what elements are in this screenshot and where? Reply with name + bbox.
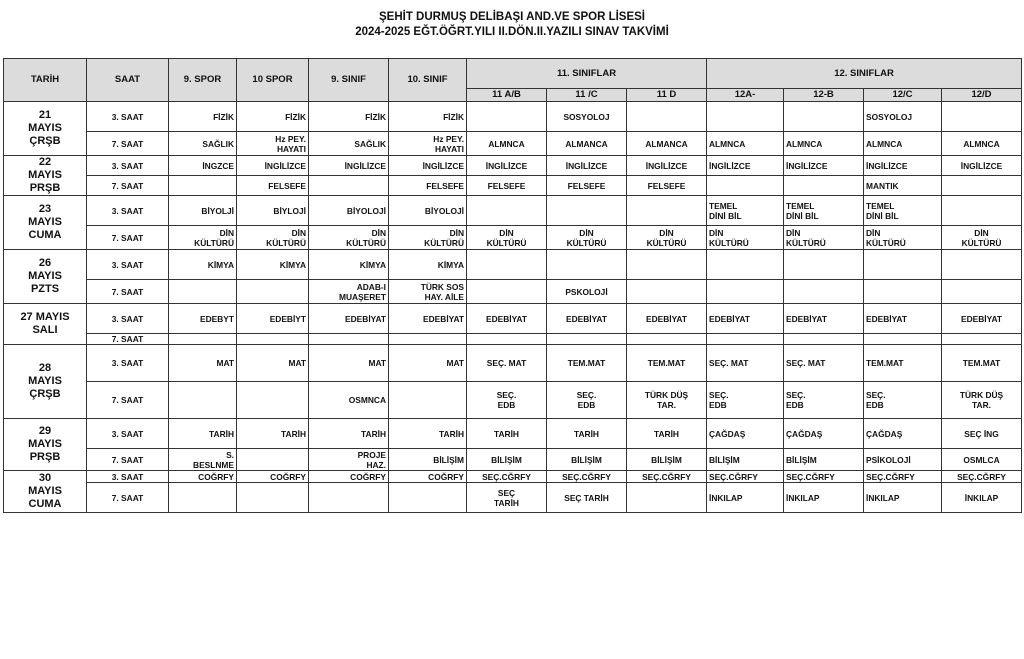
exam-cell: DİN KÜLTÜRÜ bbox=[237, 226, 309, 250]
schedule-row bbox=[4, 304, 1022, 334]
exam-cell: ÇAĞDAŞ bbox=[707, 419, 784, 449]
exam-cell bbox=[169, 176, 237, 196]
exam-cell: TEMEL DİNİ BİL bbox=[707, 196, 784, 226]
exam-cell: SEÇ. EDB bbox=[547, 382, 627, 419]
exam-cell: SAĞLIK bbox=[309, 132, 389, 156]
exam-cell: ALMANCA bbox=[547, 132, 627, 156]
exam-cell bbox=[309, 176, 389, 196]
exam-cell: EDEBİYAT bbox=[707, 304, 784, 334]
exam-cell bbox=[627, 334, 707, 345]
exam-cell bbox=[627, 483, 707, 513]
exam-cell bbox=[237, 334, 309, 345]
exam-cell: PROJE HAZ. bbox=[309, 449, 389, 471]
exam-cell: İNGİLİZCE bbox=[707, 156, 784, 176]
date-part: MAYIS bbox=[28, 270, 62, 282]
period-cell: 3. SAAT bbox=[87, 250, 169, 280]
exam-cell: İNGİLİZCE bbox=[627, 156, 707, 176]
exam-cell: BİLİŞİM bbox=[547, 449, 627, 471]
exam-cell bbox=[942, 176, 1022, 196]
exam-cell bbox=[547, 250, 627, 280]
schedule-row bbox=[4, 449, 1022, 471]
header-12a: 12A- bbox=[707, 89, 784, 102]
exam-cell: SEÇ.CĞRFY bbox=[547, 471, 627, 483]
exam-cell bbox=[942, 102, 1022, 132]
exam-cell: DİN KÜLTÜRÜ bbox=[627, 226, 707, 250]
exam-cell: KİMYA bbox=[169, 250, 237, 280]
exam-cell: MAT bbox=[389, 345, 467, 382]
period-cell: 3. SAAT bbox=[87, 304, 169, 334]
exam-cell: MAT bbox=[169, 345, 237, 382]
period-cell: 7. SAAT bbox=[87, 483, 169, 513]
exam-cell: TEM.MAT bbox=[864, 345, 942, 382]
exam-cell: TARİH bbox=[627, 419, 707, 449]
exam-cell bbox=[389, 483, 467, 513]
exam-cell: FİZİK bbox=[169, 102, 237, 132]
exam-cell: BİYOLOJİ bbox=[309, 196, 389, 226]
exam-cell bbox=[467, 250, 547, 280]
exam-cell bbox=[784, 176, 864, 196]
exam-cell: BİLİŞİM bbox=[467, 449, 547, 471]
exam-cell: SEÇ. MAT bbox=[467, 345, 547, 382]
exam-cell: PSİKOLOJİ bbox=[864, 449, 942, 471]
exam-cell: DİN KÜLTÜRÜ bbox=[309, 226, 389, 250]
date-part: SALI bbox=[32, 324, 58, 336]
exam-cell: EDEBİYAT bbox=[627, 304, 707, 334]
header-12c: 12/C bbox=[864, 89, 942, 102]
exam-cell: SEÇ. EDB bbox=[784, 382, 864, 419]
exam-cell: FELSEFE bbox=[467, 176, 547, 196]
exam-cell: BİLİŞİM bbox=[627, 449, 707, 471]
exam-cell bbox=[389, 382, 467, 419]
exam-cell: TÜRK SOS HAY. AİLE bbox=[389, 280, 467, 304]
exam-cell: SEÇ İNG bbox=[942, 419, 1022, 449]
date-cell bbox=[4, 471, 87, 513]
exam-cell: PSKOLOJİ bbox=[547, 280, 627, 304]
exam-cell: TEM.MAT bbox=[547, 345, 627, 382]
exam-cell bbox=[864, 334, 942, 345]
exam-cell: İNGİLİZCE bbox=[309, 156, 389, 176]
date-part: 30 bbox=[38, 472, 52, 484]
date-part: MAYIS bbox=[28, 216, 62, 228]
exam-cell: BİYOLJİ bbox=[169, 196, 237, 226]
schedule-row bbox=[4, 471, 1022, 483]
date-part: PZTS bbox=[30, 283, 60, 295]
date-part: 26 bbox=[38, 257, 52, 269]
exam-cell: DİN KÜLTÜRÜ bbox=[389, 226, 467, 250]
exam-cell: TEM.MAT bbox=[627, 345, 707, 382]
exam-cell bbox=[784, 102, 864, 132]
exam-cell bbox=[707, 250, 784, 280]
exam-cell: DİN KÜLTÜRÜ bbox=[942, 226, 1022, 250]
exam-cell: İNKILAP bbox=[942, 483, 1022, 513]
exam-cell bbox=[237, 449, 309, 471]
date-part: CUMA bbox=[28, 498, 62, 510]
exam-cell bbox=[389, 334, 467, 345]
exam-cell: TEMEL DİNİ BİL bbox=[784, 196, 864, 226]
exam-cell: Hz PEY. HAYATI bbox=[237, 132, 309, 156]
exam-cell: İNKILAP bbox=[784, 483, 864, 513]
exam-cell: SEÇ.CĞRFY bbox=[864, 471, 942, 483]
schedule-row bbox=[4, 102, 1022, 132]
exam-cell: İNGİLİZCE bbox=[389, 156, 467, 176]
exam-cell: TARİH bbox=[309, 419, 389, 449]
exam-cell: İNGİLİZCE bbox=[237, 156, 309, 176]
exam-cell: İNGİLİZCE bbox=[467, 156, 547, 176]
exam-cell: ALMANCA bbox=[627, 132, 707, 156]
exam-cell: EDEBİYAT bbox=[467, 304, 547, 334]
exam-cell: MANTIK bbox=[864, 176, 942, 196]
exam-cell: İNKILAP bbox=[707, 483, 784, 513]
exam-cell: TÜRK DÜŞ TAR. bbox=[627, 382, 707, 419]
header-tarih: TARİH bbox=[4, 59, 87, 102]
exam-cell: BİLİŞİM bbox=[389, 449, 467, 471]
period-cell: 3. SAAT bbox=[87, 102, 169, 132]
exam-calendar-title: 2024-2025 EĞT.ÖĞRT.YILI II.DÖN.II.YAZILI SINAV TAKVİMİ bbox=[355, 26, 669, 38]
date-part: 22 bbox=[38, 156, 52, 168]
exam-cell bbox=[627, 250, 707, 280]
date-part: PRŞB bbox=[29, 182, 61, 194]
date-cell bbox=[4, 156, 87, 196]
exam-cell: FİZİK bbox=[237, 102, 309, 132]
exam-cell: TARİH bbox=[169, 419, 237, 449]
header-11c: 11 /C bbox=[547, 89, 627, 102]
exam-cell bbox=[707, 280, 784, 304]
exam-cell bbox=[627, 196, 707, 226]
schedule-row bbox=[4, 196, 1022, 226]
exam-cell: ÇAĞDAŞ bbox=[864, 419, 942, 449]
exam-cell bbox=[942, 196, 1022, 226]
exam-cell bbox=[169, 280, 237, 304]
exam-cell: EDEBİYT bbox=[237, 304, 309, 334]
exam-cell: SEÇ. MAT bbox=[784, 345, 864, 382]
schedule-row bbox=[4, 156, 1022, 176]
exam-cell: FELSEFE bbox=[627, 176, 707, 196]
exam-cell: SEÇ. EDB bbox=[467, 382, 547, 419]
date-part: MAYIS bbox=[28, 169, 62, 181]
period-cell: 3. SAAT bbox=[87, 419, 169, 449]
exam-cell bbox=[707, 176, 784, 196]
date-part: 27 MAYIS bbox=[20, 311, 70, 323]
schedule-row bbox=[4, 345, 1022, 382]
date-cell bbox=[4, 250, 87, 304]
schedule-row bbox=[4, 280, 1022, 304]
exam-cell bbox=[942, 334, 1022, 345]
date-part: 28 bbox=[38, 362, 52, 374]
date-part: 21 bbox=[38, 109, 52, 121]
date-part: PRŞB bbox=[29, 451, 61, 463]
exam-cell: Hz PEY. HAYATI bbox=[389, 132, 467, 156]
document-title bbox=[0, 0, 1024, 38]
exam-cell: OSMLCA bbox=[942, 449, 1022, 471]
period-cell: 7. SAAT bbox=[87, 280, 169, 304]
exam-cell: SEÇ. EDB bbox=[864, 382, 942, 419]
exam-cell: ADAB-I MUAŞERET bbox=[309, 280, 389, 304]
exam-cell: COĞRFY bbox=[389, 471, 467, 483]
exam-cell: ALMNCA bbox=[864, 132, 942, 156]
exam-cell: İNGİLİZCE bbox=[784, 156, 864, 176]
header-12b: 12-B bbox=[784, 89, 864, 102]
exam-cell: EDEBİYAT bbox=[547, 304, 627, 334]
schedule-row bbox=[4, 226, 1022, 250]
period-cell: 7. SAAT bbox=[87, 226, 169, 250]
date-cell bbox=[4, 196, 87, 250]
exam-cell: KİMYA bbox=[389, 250, 467, 280]
header-10-spor: 10 SPOR bbox=[237, 59, 309, 102]
exam-cell bbox=[942, 250, 1022, 280]
exam-cell: FİZİK bbox=[309, 102, 389, 132]
header-11-siniflar: 11. SINIFLAR bbox=[467, 59, 707, 89]
exam-cell bbox=[309, 483, 389, 513]
exam-cell: MAT bbox=[309, 345, 389, 382]
date-part: CUMA bbox=[28, 229, 62, 241]
header-9-spor: 9. SPOR bbox=[169, 59, 237, 102]
exam-cell: TARİH bbox=[467, 419, 547, 449]
exam-cell: SEÇ. MAT bbox=[707, 345, 784, 382]
header-12-siniflar: 12. SINIFLAR bbox=[707, 59, 1022, 89]
exam-cell bbox=[309, 334, 389, 345]
date-part: MAYIS bbox=[28, 438, 62, 450]
exam-cell bbox=[864, 250, 942, 280]
period-cell: 3. SAAT bbox=[87, 156, 169, 176]
schedule-body bbox=[4, 102, 1022, 513]
schedule-row bbox=[4, 334, 1022, 345]
date-part: 23 bbox=[38, 203, 52, 215]
exam-cell: ÇAĞDAŞ bbox=[784, 419, 864, 449]
exam-cell: TEMEL DİNİ BİL bbox=[864, 196, 942, 226]
exam-cell: BİYOLOJİ bbox=[389, 196, 467, 226]
exam-cell bbox=[547, 334, 627, 345]
exam-cell: EDEBİYAT bbox=[864, 304, 942, 334]
exam-cell bbox=[784, 250, 864, 280]
date-part: MAYIS bbox=[28, 122, 62, 134]
exam-cell bbox=[169, 382, 237, 419]
exam-cell: TARİH bbox=[389, 419, 467, 449]
exam-cell: DİN KÜLTÜRÜ bbox=[547, 226, 627, 250]
date-part: ÇRŞB bbox=[29, 135, 61, 147]
exam-cell: SEÇ TARİH bbox=[547, 483, 627, 513]
exam-cell: BİYLOJİ bbox=[237, 196, 309, 226]
date-part: ÇRŞB bbox=[29, 388, 61, 400]
exam-cell bbox=[467, 196, 547, 226]
header-12d: 12/D bbox=[942, 89, 1022, 102]
exam-cell: ALMNCA bbox=[784, 132, 864, 156]
exam-cell bbox=[707, 102, 784, 132]
exam-cell: TARİH bbox=[547, 419, 627, 449]
schedule-row bbox=[4, 250, 1022, 280]
exam-cell: MAT bbox=[237, 345, 309, 382]
exam-cell: ALMNCA bbox=[707, 132, 784, 156]
exam-cell: OSMNCA bbox=[309, 382, 389, 419]
schedule-row bbox=[4, 483, 1022, 513]
exam-cell: EDEBİYAT bbox=[942, 304, 1022, 334]
exam-cell: EDEBİYAT bbox=[309, 304, 389, 334]
period-cell: 7. SAAT bbox=[87, 334, 169, 345]
exam-cell: S. BESLNME bbox=[169, 449, 237, 471]
exam-cell: SEÇ.CĞRFY bbox=[467, 471, 547, 483]
schedule-row bbox=[4, 419, 1022, 449]
exam-cell: DİN KÜLTÜRÜ bbox=[467, 226, 547, 250]
date-part: 29 bbox=[38, 425, 52, 437]
schedule-row bbox=[4, 176, 1022, 196]
exam-cell bbox=[547, 196, 627, 226]
exam-cell bbox=[627, 280, 707, 304]
exam-cell: FELSEFE bbox=[389, 176, 467, 196]
header-11ab: 11 A/B bbox=[467, 89, 547, 102]
exam-cell: EDEBİYAT bbox=[784, 304, 864, 334]
exam-cell bbox=[169, 483, 237, 513]
exam-cell bbox=[864, 280, 942, 304]
exam-cell bbox=[707, 334, 784, 345]
schedule-row bbox=[4, 132, 1022, 156]
exam-cell: SOSYOLOJ bbox=[864, 102, 942, 132]
schedule-row bbox=[4, 382, 1022, 419]
exam-cell: SEÇ.CĞRFY bbox=[784, 471, 864, 483]
exam-cell: EDEBİYAT bbox=[389, 304, 467, 334]
exam-cell: KİMYA bbox=[237, 250, 309, 280]
exam-cell: COĞRFY bbox=[169, 471, 237, 483]
exam-cell bbox=[467, 334, 547, 345]
date-cell bbox=[4, 345, 87, 419]
exam-cell: ALMNCA bbox=[467, 132, 547, 156]
exam-cell: SEÇ. EDB bbox=[707, 382, 784, 419]
exam-cell: DİN KÜLTÜRÜ bbox=[864, 226, 942, 250]
exam-cell: TARİH bbox=[237, 419, 309, 449]
exam-cell: TEM.MAT bbox=[942, 345, 1022, 382]
period-cell: 7. SAAT bbox=[87, 449, 169, 471]
exam-cell: SEÇ.CĞRFY bbox=[707, 471, 784, 483]
exam-cell bbox=[784, 334, 864, 345]
exam-cell: EDEBYT bbox=[169, 304, 237, 334]
exam-cell bbox=[942, 280, 1022, 304]
exam-cell: SOSYOLOJ bbox=[547, 102, 627, 132]
exam-cell bbox=[237, 483, 309, 513]
exam-cell: BİLİŞİM bbox=[707, 449, 784, 471]
period-cell: 3. SAAT bbox=[87, 196, 169, 226]
period-cell: 7. SAAT bbox=[87, 176, 169, 196]
date-cell bbox=[4, 304, 87, 345]
exam-cell: KİMYA bbox=[309, 250, 389, 280]
date-cell bbox=[4, 419, 87, 471]
exam-cell bbox=[627, 102, 707, 132]
exam-cell: İNKILAP bbox=[864, 483, 942, 513]
date-cell bbox=[4, 102, 87, 156]
header-9-sinif: 9. SINIF bbox=[309, 59, 389, 102]
date-part: MAYIS bbox=[28, 375, 62, 387]
period-cell: 3. SAAT bbox=[87, 345, 169, 382]
exam-cell: TÜRK DÜŞ TAR. bbox=[942, 382, 1022, 419]
exam-cell bbox=[784, 280, 864, 304]
exam-cell: FİZİK bbox=[389, 102, 467, 132]
exam-cell: DİN KÜLTÜRÜ bbox=[707, 226, 784, 250]
period-cell: 7. SAAT bbox=[87, 382, 169, 419]
exam-cell: İNGİLİZCE bbox=[864, 156, 942, 176]
header-11d: 11 D bbox=[627, 89, 707, 102]
period-cell: 3. SAAT bbox=[87, 471, 169, 483]
exam-cell: ALMNCA bbox=[942, 132, 1022, 156]
exam-cell bbox=[237, 280, 309, 304]
exam-cell: İNGİLİZCE bbox=[942, 156, 1022, 176]
exam-cell: İNGZCE bbox=[169, 156, 237, 176]
exam-cell bbox=[467, 280, 547, 304]
header-10-sinif: 10. SINIF bbox=[389, 59, 467, 102]
exam-schedule-table bbox=[3, 58, 1022, 513]
exam-cell: FELSEFE bbox=[547, 176, 627, 196]
exam-cell: BİLİŞİM bbox=[784, 449, 864, 471]
period-cell: 7. SAAT bbox=[87, 132, 169, 156]
exam-cell bbox=[237, 382, 309, 419]
exam-cell: FELSEFE bbox=[237, 176, 309, 196]
exam-cell: DİN KÜLTÜRÜ bbox=[169, 226, 237, 250]
exam-cell bbox=[169, 334, 237, 345]
exam-cell: DİN KÜLTÜRÜ bbox=[784, 226, 864, 250]
exam-cell: SAĞLIK bbox=[169, 132, 237, 156]
header-saat: SAAT bbox=[87, 59, 169, 102]
exam-cell: SEÇ.CĞRFY bbox=[942, 471, 1022, 483]
exam-cell bbox=[467, 102, 547, 132]
exam-cell: İNGİLİZCE bbox=[547, 156, 627, 176]
date-part: MAYIS bbox=[28, 485, 62, 497]
exam-cell: SEÇ TARİH bbox=[467, 483, 547, 513]
exam-cell: SEÇ.CĞRFY bbox=[627, 471, 707, 483]
exam-cell: COĞRFY bbox=[237, 471, 309, 483]
exam-cell: COĞRFY bbox=[309, 471, 389, 483]
school-name: ŞEHİT DURMUŞ DELİBAŞI AND.VE SPOR LİSESİ bbox=[378, 11, 646, 23]
